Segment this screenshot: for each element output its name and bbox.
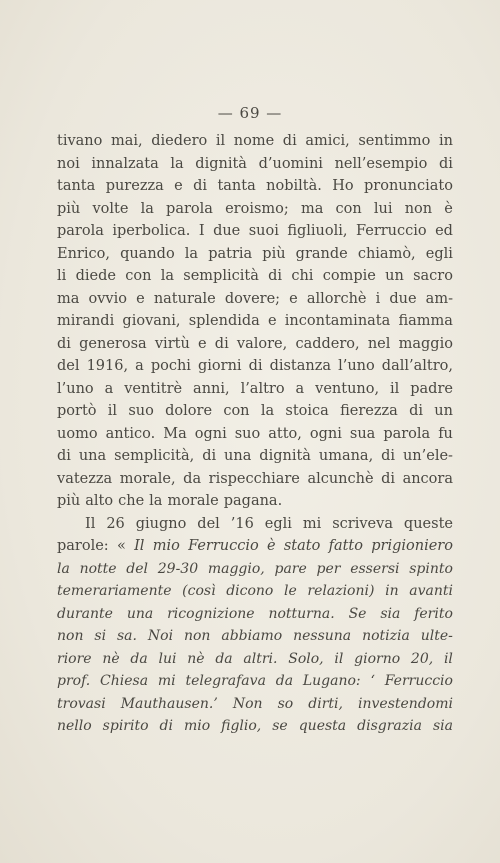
word: le <box>284 583 297 599</box>
word: da <box>183 470 202 487</box>
word: diedero <box>151 133 208 149</box>
word: splendida <box>188 313 260 329</box>
word: tivano <box>57 133 103 149</box>
word: il <box>443 650 453 667</box>
word: notizia <box>362 628 410 644</box>
word: da <box>275 673 294 689</box>
text-line <box>57 693 453 716</box>
word: investendomi <box>358 695 453 712</box>
word: e <box>136 290 145 307</box>
word: ferito <box>414 605 453 622</box>
word: e <box>198 335 207 352</box>
word: di <box>248 358 263 374</box>
word: quando <box>120 245 175 262</box>
word: nello <box>57 718 92 734</box>
word: mi <box>157 673 176 689</box>
word: compie <box>322 268 376 284</box>
word: nome <box>233 133 275 149</box>
word: pagana. <box>223 493 283 509</box>
word: a <box>135 358 144 374</box>
word: la <box>184 245 199 262</box>
word: sacro <box>413 268 453 284</box>
word: da <box>130 650 148 667</box>
text-line <box>57 715 453 738</box>
text-line <box>57 310 453 333</box>
word: mio <box>152 538 180 554</box>
word: il <box>334 650 344 667</box>
word: la <box>149 493 163 509</box>
word: ancora <box>402 470 453 487</box>
word: ventuno, <box>315 380 380 397</box>
word: il <box>215 133 226 149</box>
word: diede <box>75 268 116 284</box>
word: i <box>375 290 381 307</box>
word: pronunciato <box>364 178 453 194</box>
word: Ferruccio <box>188 538 259 554</box>
word: semplicità <box>183 268 259 284</box>
word: iperbolica. <box>112 223 191 239</box>
word: in <box>385 583 399 599</box>
word: figlio, <box>221 718 262 734</box>
text-line <box>57 423 453 446</box>
word: generosa <box>79 335 147 352</box>
word: di <box>282 133 297 149</box>
word: la <box>160 268 174 284</box>
word: purezza <box>105 178 164 194</box>
word: di <box>57 448 71 464</box>
text-line <box>57 198 453 221</box>
text-line <box>57 265 453 288</box>
word: ’16 <box>230 515 254 532</box>
word: portò <box>57 403 97 419</box>
word: dovere; <box>224 290 281 307</box>
word: con <box>335 200 362 217</box>
word: innalzata <box>91 155 159 172</box>
word: queste <box>403 515 453 532</box>
word: giorno <box>354 650 401 667</box>
word: prof. <box>57 673 91 689</box>
word: rispecchiare <box>208 470 300 487</box>
word: (così <box>182 583 216 599</box>
word: Noi <box>147 628 174 644</box>
word: pare <box>274 560 307 577</box>
word: morale, <box>119 470 176 487</box>
word: Ho <box>332 178 354 194</box>
word: il <box>107 403 118 419</box>
text-line <box>57 175 453 198</box>
word: volte <box>92 200 129 217</box>
word: ma <box>57 290 80 307</box>
word: del <box>197 515 220 532</box>
word: parola <box>57 223 104 239</box>
word: amici, <box>305 133 350 149</box>
word: non <box>183 628 211 644</box>
word: non <box>57 628 84 644</box>
word: nel <box>367 335 391 352</box>
word: sentimmo <box>358 133 431 149</box>
word: di <box>268 268 283 284</box>
word: ogni <box>309 425 342 442</box>
word: più <box>262 245 286 262</box>
word: nè <box>187 650 205 667</box>
word: alto <box>85 493 114 509</box>
word: nell’esempio <box>334 155 428 172</box>
word: dolore <box>165 403 213 419</box>
word: ma <box>300 200 324 217</box>
word: « <box>116 538 126 554</box>
word: di <box>381 448 396 464</box>
word: lui <box>373 200 393 217</box>
text-line <box>57 603 453 626</box>
word: di <box>409 403 423 419</box>
word: e <box>268 313 277 329</box>
word: notte <box>79 560 117 577</box>
word: Lugano: <box>302 673 361 689</box>
word: Ferruccio <box>355 223 427 239</box>
word: trovasi <box>57 695 106 712</box>
word: am- <box>425 290 453 307</box>
text-line <box>57 535 453 558</box>
word: di <box>439 155 453 172</box>
word: del <box>57 358 80 374</box>
word: e <box>289 290 298 307</box>
text-line <box>57 445 453 468</box>
word: ogni <box>194 425 227 442</box>
word: una <box>224 448 252 464</box>
word: con <box>125 268 152 284</box>
word: nè <box>102 650 120 667</box>
word: antico. <box>105 425 156 442</box>
word: riore <box>57 650 92 667</box>
word: giorni <box>197 358 242 374</box>
word: l’uno <box>338 358 375 374</box>
word: ulte- <box>420 628 453 644</box>
word: 26 <box>106 515 125 532</box>
text-line <box>57 333 453 356</box>
word: nessuna <box>293 628 352 644</box>
word: uomo <box>57 425 98 442</box>
word: relazioni) <box>307 583 375 599</box>
word: pochi <box>150 358 191 374</box>
word: un’ele- <box>402 448 453 464</box>
word: anni, <box>193 380 230 397</box>
word: li <box>57 268 67 284</box>
text-line <box>57 378 453 401</box>
word: parole: <box>57 538 109 554</box>
word: più <box>57 200 81 217</box>
word: valore, <box>236 335 288 352</box>
word: che <box>118 493 145 509</box>
page-number: — 69 — <box>217 104 283 122</box>
word: telegrafava <box>185 673 266 689</box>
word: fu <box>438 425 453 442</box>
word: questa <box>298 718 347 734</box>
word: sua <box>349 425 376 442</box>
text-line <box>57 288 453 311</box>
word: due <box>213 223 241 239</box>
word: ricognizione <box>167 605 255 622</box>
word: con <box>223 403 250 419</box>
word: mirandi <box>57 313 115 329</box>
word: non <box>404 200 433 217</box>
word: lui <box>158 650 177 667</box>
word: è <box>267 538 276 554</box>
word: la <box>170 155 184 172</box>
body-text <box>57 130 453 738</box>
word: giovani, <box>122 313 181 329</box>
word: se <box>272 718 288 734</box>
text-line <box>57 625 453 648</box>
word: tanta <box>57 178 96 194</box>
word: egli <box>264 515 292 532</box>
word: dirti, <box>308 695 343 712</box>
word: spinto <box>409 560 453 577</box>
word: due <box>389 290 417 307</box>
word: e <box>174 178 183 194</box>
word: spirito <box>102 718 149 734</box>
word: Chiesa <box>100 673 149 689</box>
word: Enrico, <box>57 245 110 262</box>
word: atto, <box>268 425 302 442</box>
word: grande <box>295 245 348 262</box>
word: distanza <box>269 358 332 374</box>
word: più <box>57 493 81 509</box>
word: chi <box>291 268 314 284</box>
word: morale <box>167 493 219 509</box>
word: stato <box>283 538 321 554</box>
word: mai, <box>110 133 143 149</box>
word: dignità <box>259 448 311 464</box>
word: egli <box>425 245 453 262</box>
word: caddero, <box>295 335 360 352</box>
word: un <box>385 268 404 284</box>
text-line <box>57 648 453 671</box>
word: stoica <box>285 403 329 419</box>
word: il <box>390 380 400 397</box>
word: a <box>104 380 114 397</box>
text-line <box>57 558 453 581</box>
text-line <box>57 400 453 423</box>
word: alcunchè <box>307 470 374 487</box>
word: altri. <box>243 650 278 667</box>
word: 29-30 <box>157 560 199 577</box>
word: abbiamo <box>221 628 283 644</box>
word: Mauthausen.’ <box>120 695 218 712</box>
word: maggio, <box>207 560 265 577</box>
word: ed <box>435 223 453 239</box>
word: dall’altro, <box>381 358 453 374</box>
word: fiamma <box>398 313 453 329</box>
word: Se <box>348 605 367 622</box>
word: ventitrè <box>124 380 183 397</box>
word: naturale <box>153 290 216 307</box>
word: vatezza <box>57 470 113 487</box>
text-line <box>57 130 453 153</box>
word: umana, <box>318 448 374 464</box>
text-line <box>57 243 453 266</box>
word: la <box>57 560 70 577</box>
word: ‘ <box>370 673 375 689</box>
word: la <box>140 200 154 217</box>
word: suo <box>234 425 261 442</box>
word: incontaminata <box>284 313 391 329</box>
word: sia <box>432 718 453 734</box>
word: patria <box>208 245 253 262</box>
word: un <box>434 403 453 419</box>
word: Il <box>85 515 96 532</box>
word: semplicità, <box>114 448 195 464</box>
text-line <box>57 580 453 603</box>
text-line <box>57 513 453 536</box>
word: giugno <box>135 515 187 532</box>
word: di <box>202 448 217 464</box>
word: allorchè <box>306 290 367 307</box>
text-line <box>57 355 453 378</box>
word: in <box>439 133 453 149</box>
word: l’altro <box>240 380 285 397</box>
word: a <box>295 380 305 397</box>
word: sa. <box>116 628 137 644</box>
word: la <box>260 403 275 419</box>
word: per <box>316 560 341 577</box>
word: virtù <box>154 335 190 352</box>
text-line <box>57 670 453 693</box>
word: I <box>198 223 205 239</box>
word: è <box>444 200 453 217</box>
word: Non <box>232 695 263 712</box>
word: disgrazia <box>357 718 422 734</box>
word: fatto <box>328 538 363 554</box>
word: padre <box>410 380 453 397</box>
word: essersi <box>350 560 400 577</box>
text-line <box>57 468 453 491</box>
word: da <box>215 650 233 667</box>
word: sia <box>380 605 401 622</box>
word: l’uno <box>57 380 94 397</box>
word: notturna. <box>268 605 335 622</box>
word: Solo, <box>288 650 324 667</box>
word: mi <box>302 515 322 532</box>
word: ovvio <box>88 290 127 307</box>
text-line <box>57 220 453 243</box>
word: suo <box>128 403 154 419</box>
word: parola <box>383 425 431 442</box>
word: durante <box>57 605 113 622</box>
word: mio <box>183 718 211 734</box>
word: di <box>193 178 208 194</box>
word: fierezza <box>340 403 398 419</box>
word: eroismo; <box>225 200 289 217</box>
word: figliuoli, <box>287 223 348 239</box>
word: scriveva <box>332 515 393 532</box>
word: noi <box>57 155 80 172</box>
word: di <box>381 470 396 487</box>
word: Ferruccio <box>384 673 453 689</box>
word: di <box>57 335 71 352</box>
word: una <box>78 448 107 464</box>
word: 1916, <box>86 358 129 374</box>
word: 20, <box>410 650 434 667</box>
word: dicono <box>226 583 274 599</box>
word: tanta <box>217 178 256 194</box>
word: chiamò, <box>357 245 416 262</box>
word: Il <box>134 538 145 554</box>
word: avanti <box>409 583 453 599</box>
word: nobiltà. <box>266 178 322 194</box>
word: di <box>214 335 229 352</box>
word: temerariamente <box>57 583 172 599</box>
word: d’uomini <box>258 155 323 172</box>
word: maggio <box>398 335 453 352</box>
word: so <box>277 695 294 712</box>
word: suoi <box>248 223 279 239</box>
text-line <box>57 490 453 513</box>
word: una <box>126 605 154 622</box>
word: del <box>126 560 149 577</box>
word: di <box>159 718 173 734</box>
word: dignità <box>195 155 247 172</box>
word: si <box>94 628 107 644</box>
word: Ma <box>163 425 187 442</box>
word: prigioniero <box>371 538 453 554</box>
text-line <box>57 153 453 176</box>
word: parola <box>166 200 213 217</box>
